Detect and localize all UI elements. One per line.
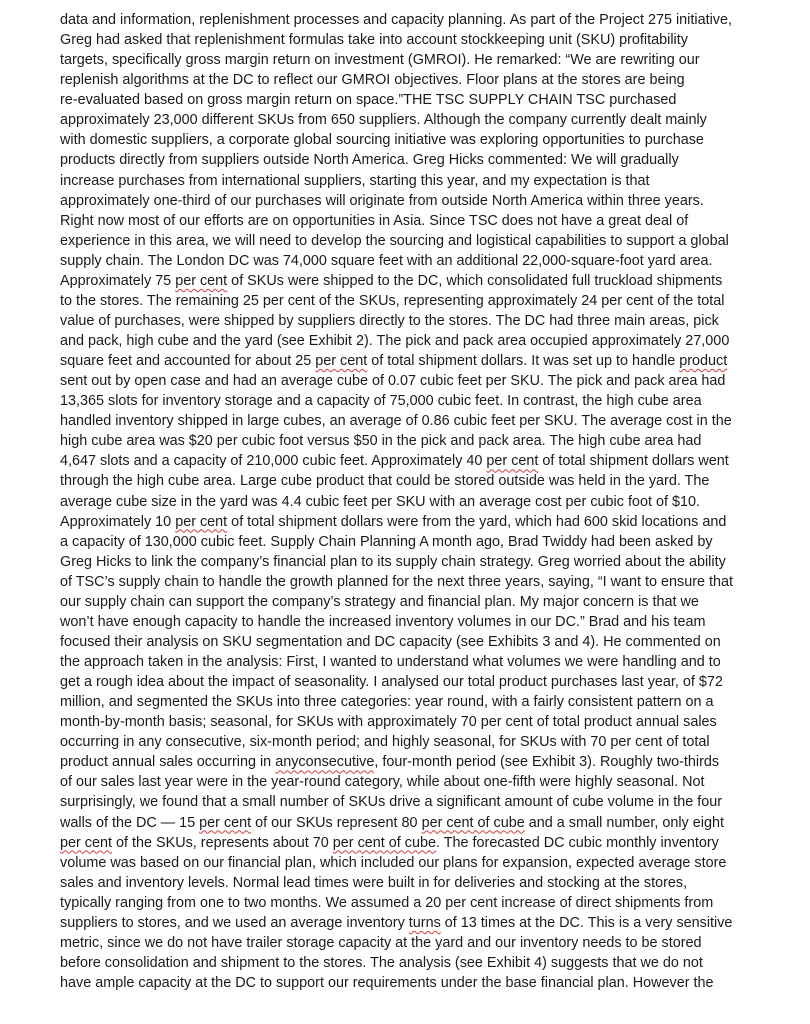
text-line [60,873,772,893]
text-line [60,211,772,231]
text-run: metric, since we do not have trailer storage capacity at the yard and our inventory needs to be stored [60,934,702,951]
spellcheck-flagged-text: per cent of cube [421,814,525,831]
spellcheck-flagged-text: per cent [175,272,228,289]
text-run: value of purchases, were shipped by suppliers directly to the stores. The DC had three main areas, pick [60,312,719,329]
text-line [60,712,772,732]
text-run: through the high cube area. Large cube product that could be stored outside was held in the yard. The [60,473,710,490]
text-run: of the SKUs, represents about 70 [112,834,333,851]
text-run: sales and inventory levels. Normal lead times were built in for deliveries and stocking at the stores, [60,874,688,891]
spellcheck-flagged-text: per cent [175,513,228,530]
text-line [60,130,772,150]
text-run: walls of the DC — 15 [60,814,200,831]
text-line [60,90,772,110]
text-line [60,110,772,130]
text-run: have ample capacity at the DC to support our requirements under the base financial plan. However the [60,975,714,991]
text-run: of total shipment dollars were from the yard, which had 600 skid locations and [227,513,727,530]
text-line [60,953,772,973]
text-line [60,271,772,291]
text-run: square feet and accounted for about 25 [60,353,316,370]
text-line [60,552,772,572]
text-line [60,331,772,351]
text-run: of TSC’s supply chain to handle the growth planned for the next three years, saying, “I want to ensure that [60,573,734,590]
text-line [60,512,772,532]
text-run: data and information, replenishment processes and capacity planning. As part of the Project 275 initiative, [60,12,732,28]
text-run: of total shipment dollars went [538,453,729,470]
text-run: product annual sales occurring in [60,754,276,771]
text-run: experience in this area, we will need to develop the sourcing and logistical capabilities to support a global [60,232,729,249]
text-run: average cube size in the yard was 4.4 cubic feet per SKU with an average cost per cubic foot of $10. [60,493,700,510]
text-line [60,933,772,953]
text-run: re-evaluated based on gross margin return on space.”THE TSC SUPPLY CHAIN TSC purchased [60,92,677,109]
text-run: our supply chain can support the company’s strategy and financial plan. My major concern is that we [60,593,699,610]
spellcheck-flagged-text: per cent of cube [332,834,436,851]
spellcheck-flagged-text: per cent [199,814,252,831]
text-run: of our SKUs represent 80 [251,814,422,831]
text-line [60,853,772,873]
text-run: Right now most of our efforts are on opportunities in Asia. Since TSC does not have a great deal of [60,212,689,229]
text-line [60,813,772,833]
text-line [60,833,772,853]
text-run: focused their analysis on SKU segmentation and DC capacity (see Exhibits 3 and 4). He commented on [60,633,721,650]
text-run: high cube area was $20 per cubic foot versus $50 in the pick and pack area. The high cube area had [60,433,702,450]
text-line [60,692,772,712]
text-line [60,150,772,170]
text-line [60,612,772,632]
text-line [60,652,772,672]
text-run: suppliers to stores, and we used an average inventory [60,914,409,931]
text-run: month-by-month basis; seasonal, for SKUs with approximately 70 per cent of total product annual sales [60,714,717,731]
text-line [60,752,772,772]
text-line [60,391,772,411]
spellcheck-flagged-text: anyconsecutive [275,754,375,771]
text-run: Greg Hicks to link the company’s financial plan to its supply chain strategy. Greg worried about the ability [60,553,726,570]
text-run: targets, specifically gross margin return on investment (GMROI). He remarked: “We are rewriting our [60,52,700,69]
text-line [60,431,772,451]
text-line [60,10,772,30]
text-run: of SKUs were shipped to the DC, which consolidated full truckload shipments [227,272,723,289]
text-run: million, and segmented the SKUs into three categories: year round, with a fairly consistent pattern on a [60,694,714,711]
text-run: Approximately 10 [60,513,176,530]
text-run: a capacity of 130,000 cubic feet. Supply Chain Planning A month ago, Brad Twiddy had been asked by [60,533,713,550]
text-run: and pack, high cube and the yard (see Exhibit 2). The pick and pack area occupied approximately 27,000 [60,333,730,349]
text-run: won’t have enough capacity to handle the increased inventory volumes in our DC.” Brad and his team [60,613,706,630]
text-run: approximately 23,000 different SKUs from 650 suppliers. Although the company currently dealt mainly [60,112,707,129]
text-run: occurring in any consecutive, six-month period; and highly seasonal, for SKUs with 70 per cent of total [60,734,710,751]
text-line [60,492,772,512]
text-run: supply chain. The London DC was 74,000 square feet with an additional 22,000-square-foot yard area. [60,252,713,269]
text-line [60,351,772,371]
text-run: of our sales last year were in the year-round category, while about one-fifth were highly seasonal. Not [60,774,705,791]
text-line [60,451,772,471]
text-line [60,171,772,191]
spellcheck-flagged-text: per cent [60,834,112,851]
text-line [60,30,772,50]
text-line [60,251,772,271]
text-run: , four-month period (see Exhibit 3). Roughly two-thirds [374,754,720,771]
text-run: get a rough idea about the impact of seasonality. I analysed our total product purchases last year, of $72 [60,674,723,691]
text-run: surprisingly, we found that a small number of SKUs drive a significant amount of cube volume in the four [60,794,723,811]
text-run: 4,647 slots and a capacity of 210,000 cubic feet. Approximately 40 [60,453,487,470]
text-line [60,632,772,652]
text-line [60,672,772,692]
text-run: of 13 times at the DC. This is a very sensitive [440,914,733,931]
text-run: to the stores. The remaining 25 per cent of the SKUs, representing approximately 24 per cent of the total [60,292,725,309]
text-line [60,471,772,491]
spellcheck-flagged-text: product [679,353,728,370]
text-line [60,893,772,913]
text-run: Greg had asked that replenishment formulas take into account stockkeeping unit (SKU) profitability [60,32,688,49]
text-line [60,291,772,311]
text-run: 13,365 slots for inventory storage and a capacity of 75,000 cubic feet. In contrast, the high cube area [60,393,702,410]
document-body [60,10,772,993]
text-line [60,732,772,752]
text-run: typically ranging from one to two months. We assumed a 20 per cent increase of direct shipments from [60,894,714,911]
text-line [60,411,772,431]
text-run: replenish algorithms at the DC to reflect our GMROI objectives. Floor plans at the stores are being [60,72,685,89]
text-line [60,973,772,993]
spellcheck-flagged-text: per cent [315,353,368,370]
text-run: the approach taken in the analysis: First, I wanted to understand what volumes we were handling and to [60,654,721,670]
text-run: handled inventory shipped in large cubes, an average of 0.86 cubic feet per SKU. The average cost in the [60,413,732,430]
text-line [60,572,772,592]
text-line [60,532,772,552]
text-line [60,772,772,792]
text-line [60,50,772,70]
text-run: volume was based on our financial plan, which included our plans for expansion, expected average store [60,854,727,871]
text-run: approximately one-third of our purchases will originate from outside North America within three years. [60,192,704,209]
text-line [60,792,772,812]
text-run: . The forecasted DC cubic monthly inventory [436,834,719,851]
text-run: with domestic suppliers, a corporate global sourcing initiative was exploring opportunities to purchase [60,132,704,149]
text-run: products directly from suppliers outside North America. Greg Hicks commented: We will gradually [60,152,679,169]
spellcheck-flagged-text: per cent [486,453,539,470]
text-run: of total shipment dollars. It was set up to handle [367,353,680,370]
text-run: increase purchases from international suppliers, starting this year, and my expectation is that [60,172,650,189]
text-line [60,311,772,331]
text-line [60,231,772,251]
text-run: before consolidation and shipment to the stores. The analysis (see Exhibit 4) suggests that we do not [60,954,703,971]
text-line [60,191,772,211]
text-run: and a small number, only eight [524,814,724,831]
text-line [60,70,772,90]
text-run: Approximately 75 [60,272,176,289]
spellcheck-flagged-text: turns [408,914,441,931]
text-line [60,913,772,933]
text-line [60,371,772,391]
text-run: sent out by open case and had an average cube of 0.07 cubic feet per SKU. The pick and pack area had [60,373,726,390]
text-line [60,592,772,612]
